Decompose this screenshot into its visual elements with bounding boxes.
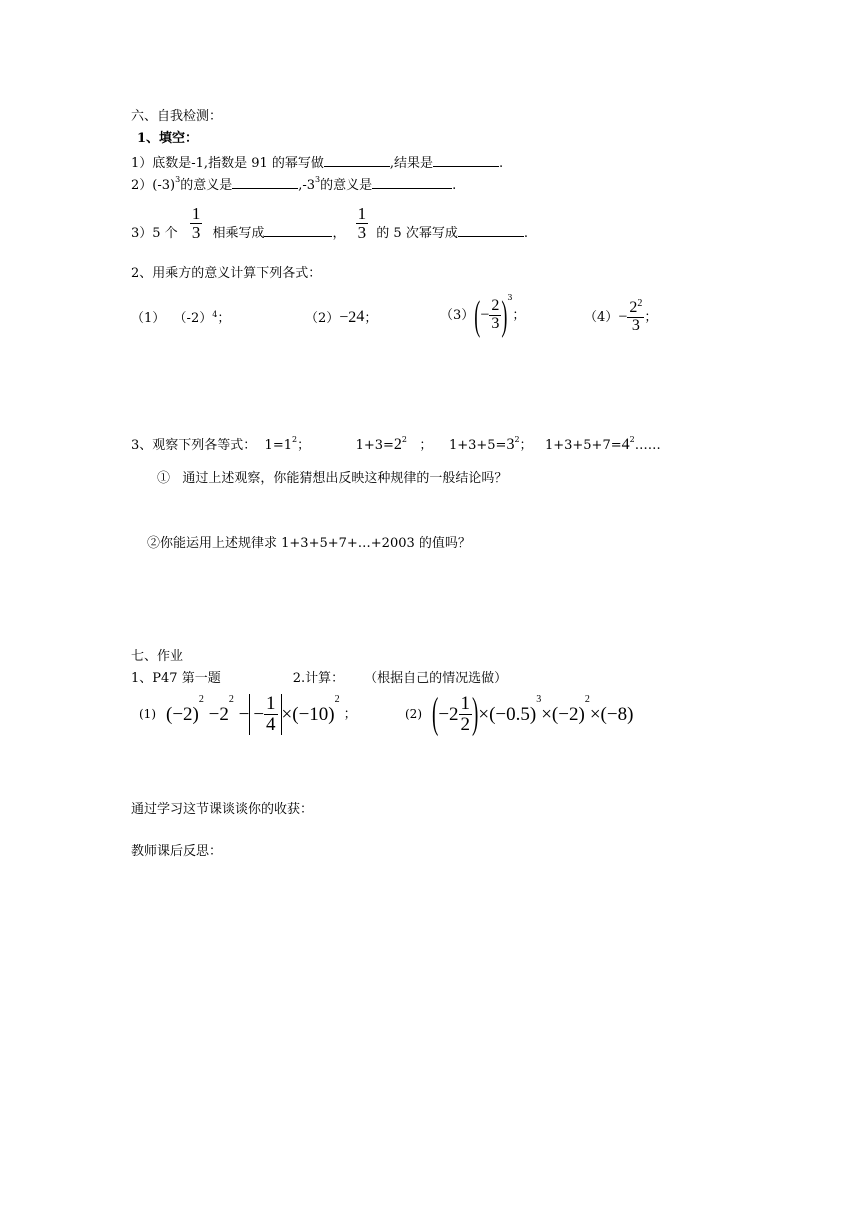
- student-reflection: 通过学习这节课谈谈你的收获：: [131, 802, 314, 817]
- answer-blank[interactable]: [324, 155, 390, 167]
- fill-question-3: 3）5 个 $\frac{1}{3}$ 相乘写成 ， $\frac{1}{3}$ 的 5 次幂写成 .: [131, 204, 528, 242]
- fill-title: 1、填空：: [137, 131, 199, 146]
- calc-item-1: （1） $(-2)^4$；: [131, 310, 231, 326]
- calc-item-3: （3）(− $\frac{2}{3}$ )$^3$；: [440, 292, 526, 339]
- observe-question-2: ②你能运用上述规律求 1+3+5+7+…+2003 的值吗？: [147, 536, 471, 551]
- calc-item-4: （4）− $\frac{2^2}{3}$ ；: [584, 298, 658, 334]
- homework-line: 1、P47 第一题 2.计算： （根据自己的情况选做）: [131, 671, 508, 686]
- section7-title: 七、作业: [131, 649, 184, 664]
- fill-question-1: 1）底数是-1,指数是 91 的幂写做 ,结果是 .: [131, 156, 504, 171]
- homework-problem-2: (2) (−2 $\frac{1}{2}$ )$\times(-0.5)^3\times(-2)^2\times(-8)$: [405, 690, 634, 739]
- observe-question-1: ① 通过上述观察，你能猜想出反映这种规律的一般结论吗？: [157, 471, 508, 486]
- fraction-one-third: $\frac{1}{3}$: [191, 204, 201, 242]
- answer-blank[interactable]: [264, 225, 332, 237]
- answer-blank[interactable]: [372, 177, 452, 189]
- answer-blank[interactable]: [433, 155, 499, 167]
- answer-blank[interactable]: [232, 177, 298, 189]
- section6-title: 六、自我检测：: [131, 109, 223, 124]
- homework-problem-1: (1) $(-2)^2 -2^2$ − − $\frac{1}{4}$ $\times(-10)^2$；: [139, 693, 357, 735]
- observe-line: 3、观察下列各等式： $1=1^2$； $1+3=2^2$ ； $1+3+5=3^2$； $1+3+5+7=4^2\dots\dots$: [131, 435, 661, 453]
- fill-question-2: $2)(-3)^3$的意义是 $,-3^3$的意义是 .: [131, 175, 457, 193]
- teacher-reflection: 教师课后反思：: [131, 844, 223, 859]
- fraction-one-third: $\frac{1}{3}$: [357, 204, 367, 242]
- calc-title: 2、用乘方的意义计算下列各式：: [131, 266, 322, 281]
- absolute-value: − $\frac{1}{4}$: [249, 694, 281, 735]
- answer-blank[interactable]: [458, 225, 524, 237]
- calc-item-2: $(2)-2^4$；: [305, 308, 378, 326]
